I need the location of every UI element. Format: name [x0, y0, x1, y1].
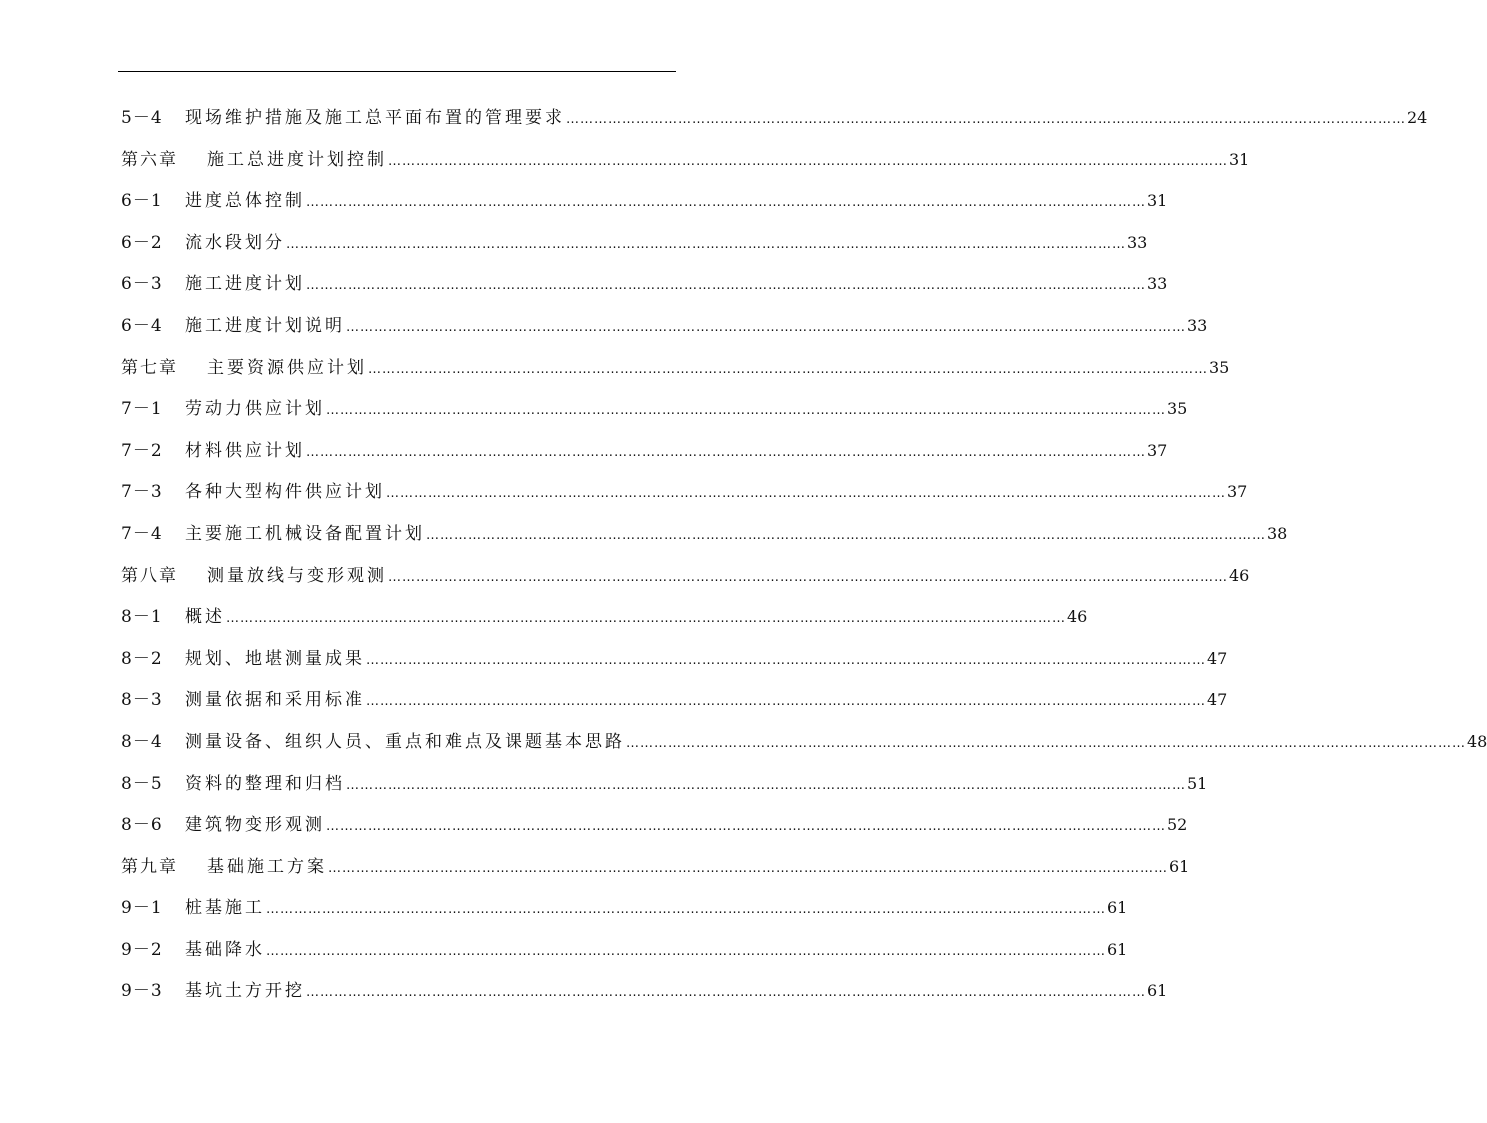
toc-entry[interactable] [121, 887, 1128, 929]
toc-entry[interactable] [121, 347, 1230, 389]
toc-leader-dots: ……………………………………………………………………………………………………………………………………………………………… [328, 860, 1168, 876]
toc-entry-page: 37 [1147, 440, 1168, 460]
toc-entry-title: 基础施工方案 [207, 856, 327, 877]
toc-leader-dots: ……………………………………………………………………………………………………………………………………………………………… [346, 319, 1186, 335]
toc-entry-number: 9－3 [121, 981, 163, 1002]
toc-entry-page: 61 [1169, 856, 1190, 876]
toc-leader-dots: ……………………………………………………………………………………………………………………………………………………………… [346, 777, 1186, 793]
toc-leader-dots: ……………………………………………………………………………………………………………………………………………………………… [326, 403, 1166, 419]
toc-entry[interactable] [121, 388, 1188, 430]
toc-leader-dots: ……………………………………………………………………………………………………………………………………………………………… [266, 902, 1106, 918]
toc-entry-title: 材料供应计划 [185, 440, 305, 461]
toc-entry[interactable] [121, 97, 1428, 139]
toc-entry-title: 测量放线与变形观测 [207, 565, 387, 586]
toc-entry-number: 第七章 [121, 357, 178, 378]
toc-entry-number: 7－1 [121, 399, 163, 420]
toc-entry-title: 基础降水 [185, 939, 265, 960]
toc-entry-number: 7－2 [121, 440, 163, 461]
toc-leader-dots: ……………………………………………………………………………………………………………………………………………………………… [566, 112, 1406, 127]
toc-entry-title: 测量依据和采用标准 [185, 690, 365, 711]
toc-leader-dots: ……………………………………………………………………………………………………………………………………………………………… [368, 361, 1208, 377]
toc-entry-number: 第六章 [121, 149, 178, 170]
toc-entry-title: 建筑物变形观测 [185, 815, 325, 836]
toc-entry-number: 9－2 [121, 939, 163, 960]
toc-entry-number: 8－6 [121, 815, 163, 836]
toc-entry-number: 8－2 [121, 648, 163, 669]
toc-entry-page: 52 [1167, 815, 1188, 835]
toc-entry[interactable] [121, 222, 1148, 264]
toc-entry-page: 35 [1209, 357, 1230, 377]
toc-entry[interactable] [121, 804, 1188, 846]
header-rule [118, 71, 676, 72]
toc-entry-title: 现场维护措施及施工总平面布置的管理要求 [185, 108, 565, 128]
toc-leader-dots: ……………………………………………………………………………………………………………………………………………………………… [266, 943, 1106, 959]
toc-entry-title: 资料的整理和归档 [185, 773, 345, 794]
toc-leader-dots: ……………………………………………………………………………………………………………………………………………………………… [306, 985, 1146, 1001]
toc-entry[interactable] [121, 305, 1208, 347]
toc-entry-title: 劳动力供应计划 [185, 399, 325, 420]
toc-entry-title: 流水段划分 [185, 232, 285, 253]
table-of-contents [121, 97, 1487, 1012]
toc-leader-dots: ……………………………………………………………………………………………………………………………………………………………… [626, 735, 1466, 751]
toc-leader-dots: ……………………………………………………………………………………………………………………………………………………………… [386, 486, 1226, 502]
toc-entry[interactable] [121, 846, 1190, 888]
toc-leader-dots: ……………………………………………………………………………………………………………………………………………………………… [388, 569, 1228, 585]
toc-entry-page: 35 [1167, 399, 1188, 419]
toc-entry-title: 主要施工机械设备配置计划 [185, 523, 425, 544]
toc-entry-page: 33 [1147, 274, 1168, 294]
toc-entry-page: 31 [1229, 149, 1250, 169]
toc-leader-dots: ……………………………………………………………………………………………………………………………………………………………… [366, 694, 1206, 710]
toc-entry-title: 进度总体控制 [185, 191, 305, 212]
toc-entry[interactable] [121, 139, 1250, 181]
toc-leader-dots: ……………………………………………………………………………………………………………………………………………………………… [286, 236, 1126, 252]
toc-entry[interactable] [121, 430, 1168, 472]
toc-entry-title: 各种大型构件供应计划 [185, 482, 385, 503]
toc-entry-title: 施工总进度计划控制 [207, 149, 387, 170]
toc-entry-page: 24 [1407, 108, 1428, 127]
toc-entry-page: 47 [1207, 648, 1228, 668]
toc-entry-page: 37 [1227, 482, 1248, 502]
toc-entry-number: 8－1 [121, 607, 163, 628]
toc-entry-number: 6－2 [121, 232, 163, 253]
toc-entry-page: 51 [1187, 773, 1208, 793]
toc-entry-title: 主要资源供应计划 [207, 357, 367, 378]
toc-entry[interactable] [121, 763, 1208, 805]
toc-entry-number: 6－1 [121, 191, 163, 212]
toc-entry-number: 7－3 [121, 482, 163, 503]
toc-entry-page: 46 [1067, 607, 1088, 627]
toc-entry-title: 施工进度计划说明 [185, 315, 345, 336]
toc-leader-dots: ……………………………………………………………………………………………………………………………………………………………… [426, 527, 1266, 543]
toc-entry-page: 47 [1207, 690, 1228, 710]
toc-entry-number: 5－4 [121, 108, 163, 128]
toc-entry-title: 概述 [185, 607, 225, 628]
toc-leader-dots: ……………………………………………………………………………………………………………………………………………………………… [306, 444, 1146, 460]
toc-leader-dots: ……………………………………………………………………………………………………………………………………………………………… [226, 611, 1066, 627]
toc-entry[interactable] [121, 679, 1228, 721]
toc-leader-dots: ……………………………………………………………………………………………………………………………………………………………… [366, 652, 1206, 668]
toc-entry[interactable] [121, 929, 1128, 971]
toc-entry-page: 61 [1147, 981, 1168, 1001]
toc-entry-number: 7－4 [121, 523, 163, 544]
toc-entry-number: 8－3 [121, 690, 163, 711]
toc-entry-number: 6－4 [121, 315, 163, 336]
toc-entry-page: 31 [1147, 191, 1168, 211]
toc-entry[interactable] [121, 721, 1487, 763]
toc-entry-page: 61 [1107, 898, 1128, 918]
toc-entry-number: 第八章 [121, 565, 178, 586]
toc-entry[interactable] [121, 638, 1228, 680]
toc-entry[interactable] [121, 555, 1250, 597]
toc-entry-page: 33 [1127, 232, 1148, 252]
toc-leader-dots: ……………………………………………………………………………………………………………………………………………………………… [326, 819, 1166, 835]
toc-entry-number: 8－5 [121, 773, 163, 794]
toc-entry-page: 61 [1107, 939, 1128, 959]
toc-entry-page: 48 [1467, 731, 1487, 751]
toc-entry-page: 33 [1187, 315, 1208, 335]
toc-leader-dots: ……………………………………………………………………………………………………………………………………………………………… [306, 195, 1146, 211]
toc-entry-page: 38 [1267, 523, 1288, 543]
toc-entry[interactable] [121, 513, 1288, 555]
toc-entry[interactable] [121, 471, 1248, 513]
toc-entry-number: 第九章 [121, 856, 178, 877]
toc-entry-number: 8－4 [121, 731, 163, 752]
toc-entry-title: 桩基施工 [185, 898, 265, 919]
toc-entry[interactable] [121, 263, 1168, 305]
toc-entry[interactable] [121, 180, 1168, 222]
toc-leader-dots: ……………………………………………………………………………………………………………………………………………………………… [388, 153, 1228, 169]
toc-leader-dots: ……………………………………………………………………………………………………………………………………………………………… [306, 278, 1146, 294]
toc-entry-title: 测量设备、组织人员、重点和难点及课题基本思路 [185, 731, 625, 752]
toc-entry[interactable] [121, 970, 1168, 1012]
toc-entry-title: 规划、地堪测量成果 [185, 648, 365, 669]
toc-entry-number: 6－3 [121, 274, 163, 295]
toc-entry[interactable] [121, 596, 1088, 638]
toc-entry-title: 施工进度计划 [185, 274, 305, 295]
toc-entry-number: 9－1 [121, 898, 163, 919]
toc-entry-page: 46 [1229, 565, 1250, 585]
toc-entry-title: 基坑土方开挖 [185, 981, 305, 1002]
